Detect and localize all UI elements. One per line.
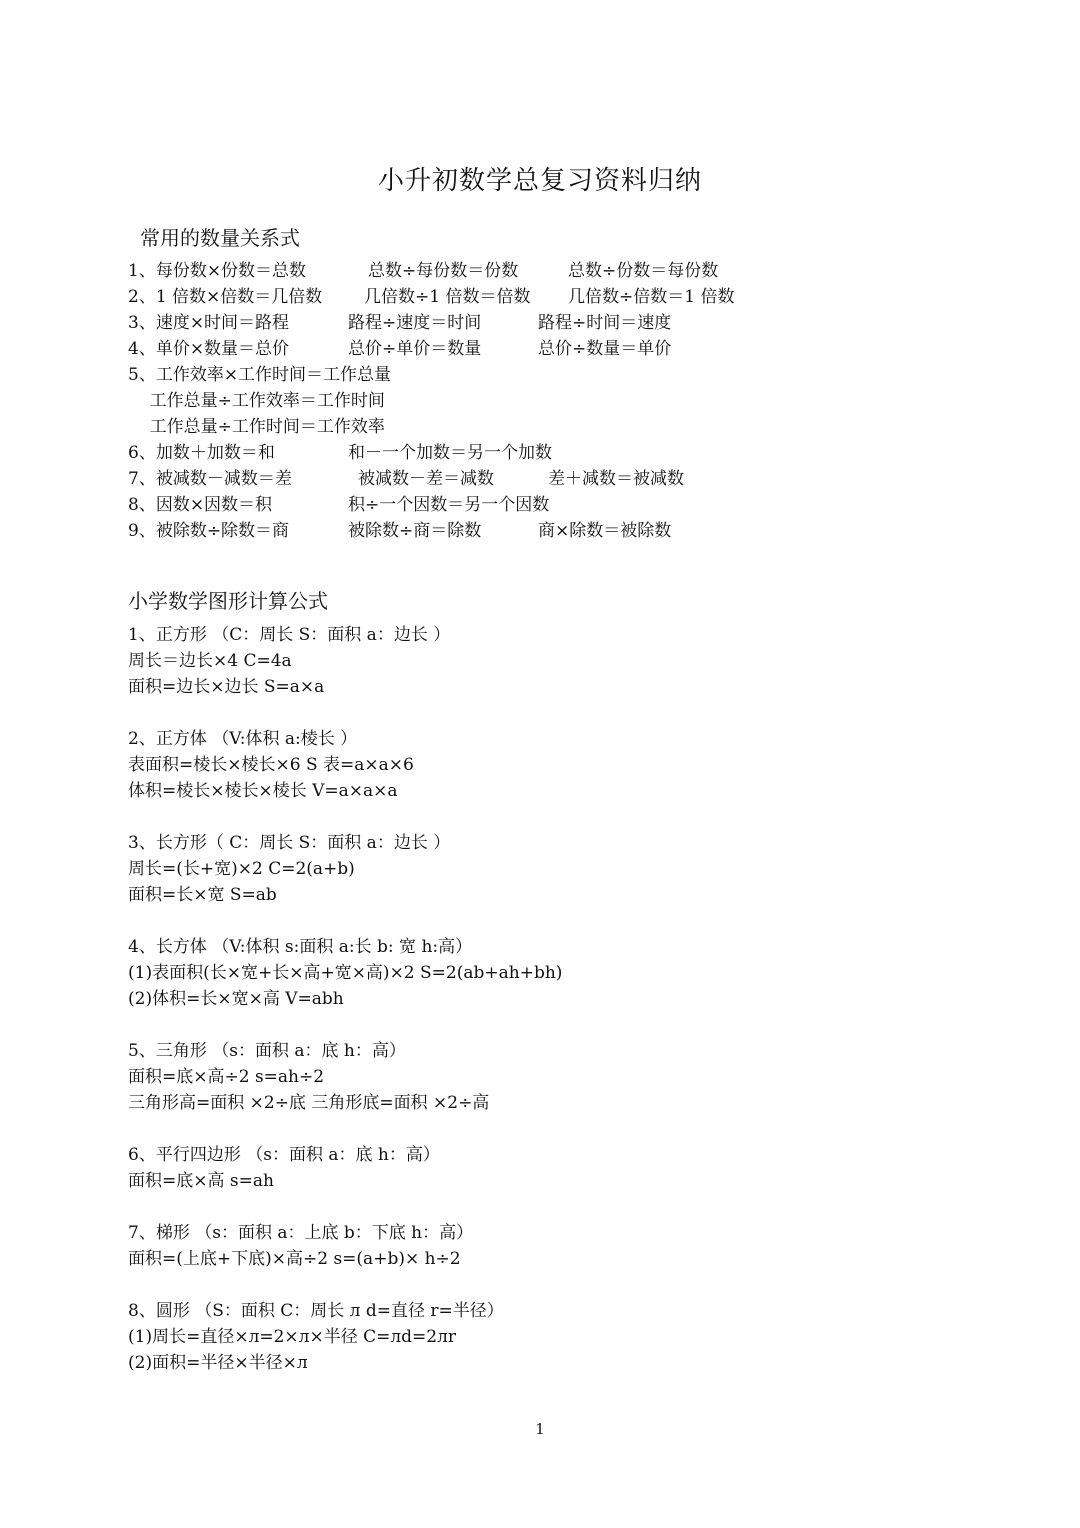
relation-cell: 工作总量÷工作时间＝工作效率 (128, 417, 385, 437)
relation-cell: 总价÷数量＝单价 (538, 339, 672, 359)
relation-cell: 路程÷速度＝时间 (348, 313, 482, 333)
relation-cell: 6、加数＋加数＝和 (128, 443, 275, 463)
relation-cell: 3、速度×时间＝路程 (128, 313, 290, 333)
formula-line: (1)周长=直径×л=2×л×半径 C=лd=2лr (128, 1327, 457, 1347)
formula-line: 7、梯形 （s：面积 a：上底 b：下底 h：高） (128, 1223, 474, 1243)
section-heading-relations: 常用的数量关系式 (140, 226, 300, 250)
relation-cell: 9、被除数÷除数＝商 (128, 521, 290, 541)
formula-line: (1)表面积(长×宽+长×高+宽×高)×2 S=2(ab+ah+bh) (128, 963, 563, 983)
formula-line: 表面积=棱长×棱长×6 S 表=a×a×6 (128, 755, 414, 775)
formula-line: 三角形高=面积 ×2÷底 三角形底=面积 ×2÷高 (128, 1093, 490, 1113)
relation-cell: 8、因数×因数＝积 (128, 495, 273, 515)
relation-cell: 被减数－差＝减数 (358, 469, 494, 489)
formula-line: 体积=棱长×棱长×棱长 V=a×a×a (128, 781, 398, 801)
formula-line: 1、正方形 （C：周长 S：面积 a：边长 ） (128, 625, 451, 645)
formula-line: 面积=底×高÷2 s=ah÷2 (128, 1067, 325, 1087)
formula-line: (2)体积=长×宽×高 V=abh (128, 989, 344, 1009)
relation-cell: 几倍数÷倍数＝1 倍数 (568, 287, 735, 307)
formula-line: 面积=底×高 s=ah (128, 1171, 274, 1191)
formula-line: 2、正方体 （V:体积 a:棱长 ） (128, 729, 358, 749)
relation-cell: 总数÷份数＝每份数 (568, 261, 719, 281)
page-number: 1 (535, 1420, 545, 1438)
relation-cell: 几倍数÷1 倍数＝倍数 (364, 287, 531, 307)
formula-line: 5、三角形 （s：面积 a：底 h：高） (128, 1041, 406, 1061)
relation-cell: 1、每份数×份数＝总数 (128, 261, 307, 281)
relation-cell: 被除数÷商＝除数 (348, 521, 482, 541)
relation-cell: 商×除数＝被除数 (538, 521, 672, 541)
page-title: 小升初数学总复习资料归纳 (377, 166, 702, 196)
relation-cell: 7、被减数－减数＝差 (128, 469, 292, 489)
relation-cell: 路程÷时间＝速度 (538, 313, 672, 333)
formula-line: (2)面积=半径×半径×л (128, 1353, 308, 1373)
relation-cell: 2、1 倍数×倍数＝几倍数 (128, 287, 323, 307)
formula-line: 面积=长×宽 S=ab (128, 885, 277, 905)
formula-line: 8、圆形 （S：面积 C：周长 л d=直径 r=半径） (128, 1301, 504, 1321)
formula-line: 3、长方形（ C：周长 S：面积 a：边长 ） (128, 833, 451, 853)
formula-line: 周长=(长+宽)×2 C=2(a+b) (128, 859, 355, 879)
formula-line: 6、平行四边形 （s：面积 a：底 h：高） (128, 1145, 440, 1165)
section-heading-formulas: 小学数学图形计算公式 (128, 589, 328, 613)
formula-line: 4、长方体 （V:体积 s:面积 a:长 b: 宽 h:高） (128, 937, 473, 957)
relation-cell: 5、工作效率×工作时间＝工作总量 (128, 365, 392, 385)
relation-cell: 差＋减数＝被减数 (548, 469, 684, 489)
relation-cell: 和－一个加数＝另一个加数 (348, 443, 552, 463)
formula-line: 面积=边长×边长 S=a×a (128, 677, 325, 697)
relation-cell: 积÷一个因数＝另一个因数 (348, 495, 550, 515)
formula-line: 周长＝边长×4 C=4a (128, 651, 292, 671)
formula-line: 面积=(上底+下底)×高÷2 s=(a+b)× h÷2 (128, 1249, 461, 1269)
relation-cell: 总价÷单价＝数量 (348, 339, 482, 359)
relation-cell: 4、单价×数量＝总价 (128, 339, 290, 359)
relation-cell: 工作总量÷工作效率＝工作时间 (128, 391, 385, 411)
relation-cell: 总数÷每份数＝份数 (368, 261, 519, 281)
